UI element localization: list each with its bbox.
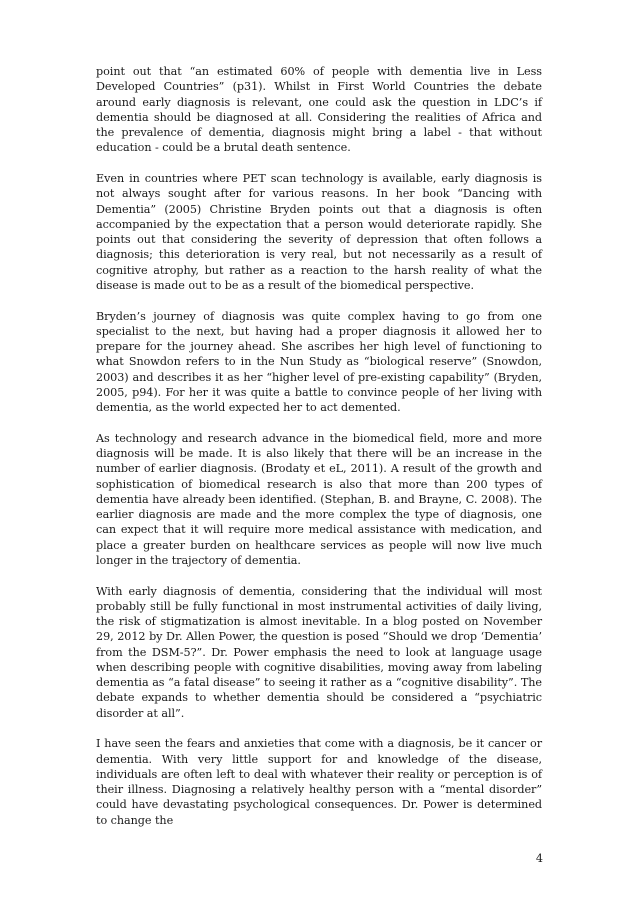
paragraph-6: I have seen the fears and anxieties that come with a diagnosis, be it cancer or dementia. With very little support for and knowledge of the disease, individuals are often left to deal with whatever their reality or perception is of their illness. Diagnosing a relatively healthy person with a “mental disorder” could have devastating psychological consequences. Dr. Power is determined to change the xyxy=(96,737,542,827)
paragraph-5: With early diagnosis of dementia, considering that the individual will most probably still be fully functional in most instrumental activities of daily living, the risk of stigmatization is almost inevitable. In a blog posted on November 29, 2012 by Dr. Allen Power, the question is posed “Should we drop ‘Dementia’ from the DSM-5?”. Dr. Power emphasis the need to look at language usage when describing people with cognitive disabilities, moving away from labeling dementia as “a fatal disease” to seeing it rather as a “cognitive disability”. The debate expands to whether dementia should be considered a “psychiatric disorder at all”. xyxy=(96,584,542,720)
page-number: 4 xyxy=(535,852,543,865)
paragraph-2: Even in countries where PET scan technology is available, early diagnosis is not always sought after for various reasons. In her book “Dancing with Dementia” (2005) Christine Bryden points out that a diagnosis is often accompanied by the expectation that a person would deteriorate rapidly. She points out that considering the severity of depression that often follows a diagnosis; this deterioration is very real, but not necessarily as a result of cognitive atrophy, but rather as a reaction to the harsh reality of what the disease is made out to be as a result of the biomedical perspective. xyxy=(96,172,542,292)
paragraph-1: point out that “an estimated 60% of people with dementia live in Less Developed Countries” (p31). Whilst in First World Countries the debate around early diagnosis is relevant, one could ask the question in LDC’s if dementia should be diagnosed at all. Considering the realities of Africa and the prevalence of dementia, diagnosis might bring a label - that without education - could be a brutal death sentence. xyxy=(96,65,542,155)
body-text xyxy=(96,64,542,828)
paragraph-4: As technology and research advance in the biomedical field, more and more diagnosis will be made. It is also likely that there will be an increase in the number of earlier diagnosis. (Brodaty et eL, 2011). A result of the growth and sophistication of biomedical research is also that more than 200 types of dementia have already been identified. (Stephan, B. and Brayne, C. 2008). The earlier diagnosis are made and the more complex the type of diagnosis, one can expect that it will require more medical assistance with medication, and place a greater burden on healthcare services as people will now live much longer in the trajectory of dementia. xyxy=(96,431,542,567)
paragraph-3: Bryden’s journey of diagnosis was quite complex having to go from one specialist to the next, but having had a proper diagnosis it allowed her to prepare for the journey ahead. She ascribes her high level of functioning to what Snowdon refers to in the Nun Study as “biological reserve” (Snowdon, 2003) and describes it as her “higher level of pre-existing capability” (Bryden, 2005, p94). For her it was quite a battle to convince people of her living with dementia, as the world expected her to act demented. xyxy=(96,309,542,414)
